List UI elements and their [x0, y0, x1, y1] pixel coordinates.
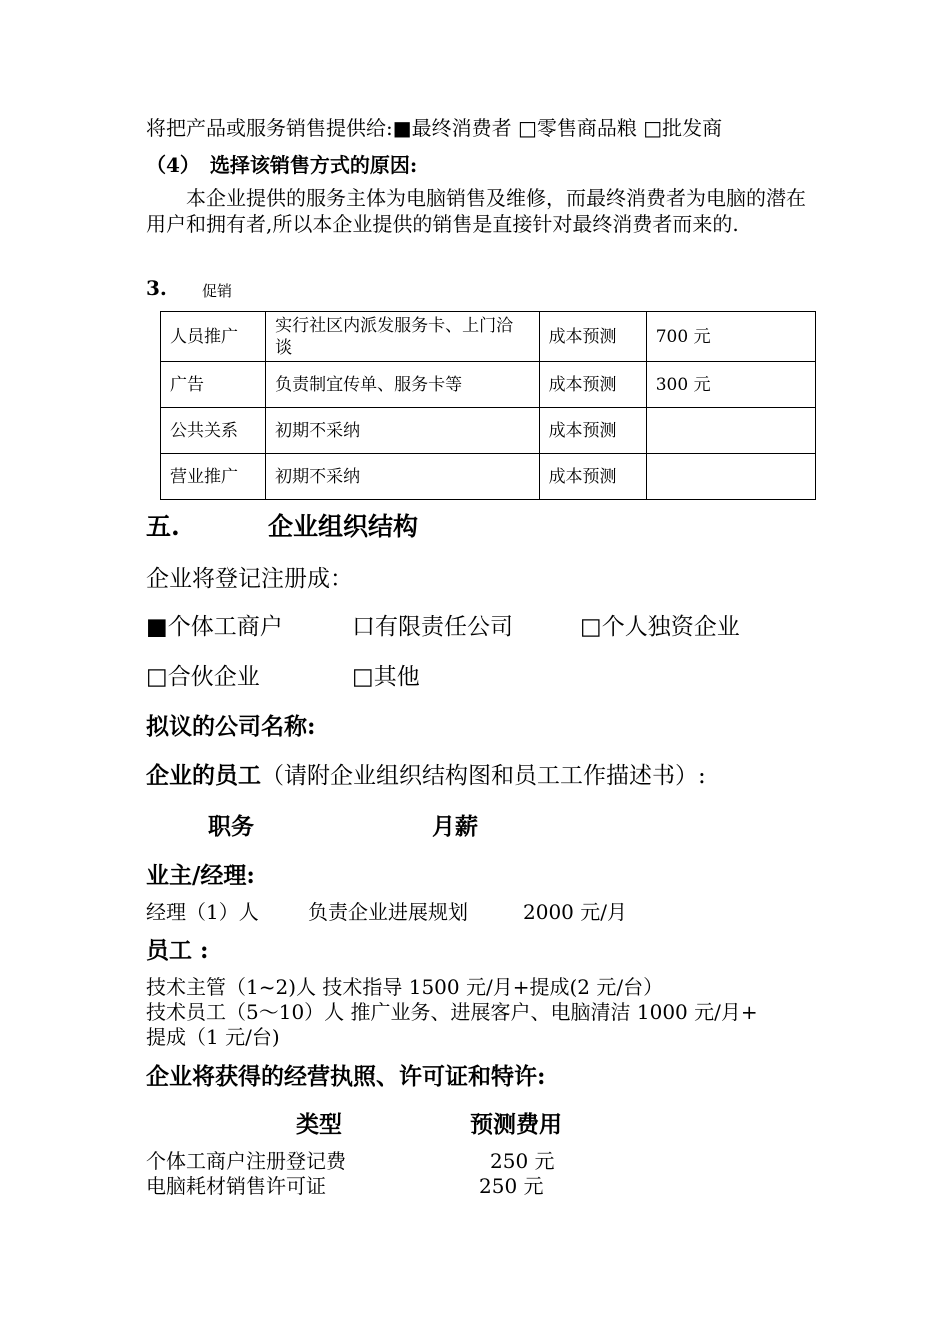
staff-column-position: 职务	[208, 813, 254, 840]
owner-label: 业主/经理:	[146, 862, 255, 889]
license-cost: 250 元	[490, 1149, 555, 1173]
staff-heading-note: （请附企业组织结构图和员工工作描述书）:	[261, 763, 706, 789]
manager-salary: 2000 元/月	[523, 900, 627, 924]
promo-cost-label-cell: 成本预测	[539, 362, 646, 408]
promo-method-cell: 初期不采纳	[266, 454, 539, 500]
promo-method-cell: 负责制宜传单、服务卡等	[266, 362, 539, 408]
table-row	[161, 312, 816, 362]
employee-line: 技术员工（5～10）人 推广业务、进展客户、电脑清洁 1000 元/月+	[146, 1000, 758, 1024]
section5-number: 五.	[146, 512, 180, 541]
company-name-label: 拟议的公司名称:	[146, 713, 316, 740]
table-row	[161, 454, 816, 500]
staff-column-salary: 月薪	[432, 813, 478, 840]
employee-label: 员工 :	[146, 937, 209, 964]
promo-cost-cell: 300 元	[646, 362, 815, 408]
promo-section-number: 3.	[146, 276, 167, 300]
license-column-type: 类型	[296, 1111, 342, 1138]
manager-duty: 负责企业进展规划	[308, 900, 468, 924]
reason-heading: （4） 选择该销售方式的原因:	[146, 153, 418, 177]
section5-title: 企业组织结构	[268, 512, 419, 541]
register-option-other: □其他	[352, 664, 420, 690]
register-option-partnership: □合伙企业	[146, 664, 260, 690]
promo-type-cell: 人员推广	[161, 312, 266, 362]
promo-type-cell: 公共关系	[161, 408, 266, 454]
promo-cost-label-cell: 成本预测	[539, 312, 646, 362]
staff-heading	[146, 757, 706, 790]
promo-cost-cell	[646, 408, 815, 454]
employee-line: 提成（1 元/台)	[146, 1025, 280, 1049]
promo-cost-cell	[646, 454, 815, 500]
license-column-cost: 预测费用	[470, 1111, 562, 1138]
license-heading: 企业将获得的经营执照、许可证和特许:	[146, 1063, 546, 1090]
register-option-individual: ■个体工商户	[146, 614, 283, 640]
license-cost: 250 元	[479, 1174, 544, 1198]
promo-cost-cell: 700 元	[646, 312, 815, 362]
table-row	[161, 408, 816, 454]
license-name: 电脑耗材销售许可证	[146, 1174, 326, 1198]
promo-table	[160, 311, 816, 500]
promo-section-title: 促销	[202, 282, 233, 300]
register-option-sole-proprietorship: □个人独资企业	[580, 614, 740, 640]
promo-method-cell: 初期不采纳	[266, 408, 539, 454]
reason-paragraph: 本企业提供的服务主体为电脑销售及维修，而最终消费者为电脑的潜在用户和拥有者,所以本企业提供的销售是直接针对最终消费者而来的.	[146, 186, 806, 236]
license-name: 个体工商户注册登记费	[146, 1149, 346, 1173]
promo-type-cell: 营业推广	[161, 454, 266, 500]
employee-line: 技术主管（1~2)人 技术指导 1500 元/月+提成(2 元/台）	[146, 975, 664, 999]
sales-target-line: 将把产品或服务销售提供给:■最终消费者 □零售商品粮 □批发商	[146, 116, 723, 140]
promo-cost-label-cell: 成本预测	[539, 408, 646, 454]
register-label: 企业将登记注册成：	[146, 566, 353, 592]
staff-heading-title: 企业的员工	[146, 762, 261, 789]
promo-method-cell: 实行社区内派发服务卡、上门洽谈	[266, 312, 539, 362]
register-option-llc: 口有限责任公司	[352, 614, 513, 640]
promo-cost-label-cell: 成本预测	[539, 454, 646, 500]
table-row	[161, 362, 816, 408]
manager-role: 经理（1）人	[146, 900, 259, 924]
promo-type-cell: 广告	[161, 362, 266, 408]
